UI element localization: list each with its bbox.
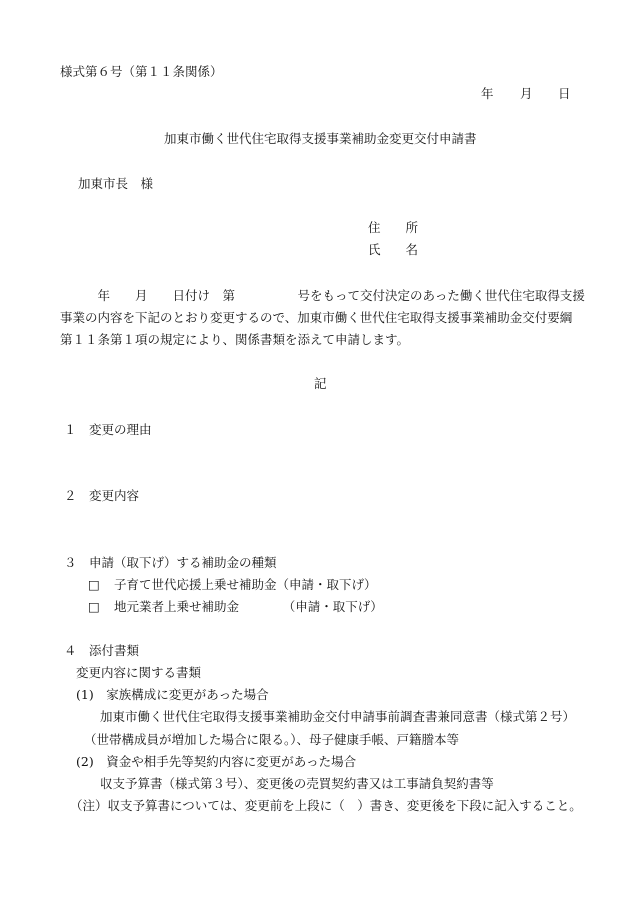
form-number: 様式第６号（第１１条関係） <box>60 64 223 79</box>
section-4-subheading: 変更内容に関する書類 <box>76 665 202 680</box>
name-label: 氏 名 <box>368 242 419 257</box>
body-text-line-3: 第１１条第１項の規定により、関係書類を添えて申請します。 <box>60 332 410 347</box>
section-3-heading: ３ 申請（取下げ）する補助金の種類 <box>64 555 277 570</box>
item-1-line-1: 加東市働く世代住宅取得支援事業補助金交付申請事前調査書兼同意書（様式第２号） <box>100 709 576 724</box>
option-label-jimoto: 地元業者上乗せ補助金 （申請・取下げ） <box>114 599 383 614</box>
address-label: 住 所 <box>368 220 419 235</box>
ki-heading: 記 <box>314 376 327 391</box>
body-text-line-2: 事業の内容を下記のとおり変更するので、加東市働く世代住宅取得支援事業補助金交付要綱 <box>60 310 573 325</box>
item-1-title: (1) 家族構成に変更があった場合 <box>76 687 269 702</box>
date-month-label: 月 <box>520 86 533 101</box>
date-year-label: 年 <box>481 86 494 101</box>
section-4-heading: ４ 添付書類 <box>64 643 140 658</box>
item-2-line-1: 収支予算書（様式第３号）、変更後の売買契約書又は工事請負契約書等 <box>100 776 494 791</box>
section-1-heading: １ 変更の理由 <box>64 422 152 437</box>
body-text-line-1: 年 月 日付け 第 号をもって交付決定のあった働く世代住宅取得支援 <box>60 288 585 303</box>
checkbox-icon[interactable]: □ <box>88 599 100 614</box>
note: （注）収支予算書については、変更前を上段に（ ）書き、変更後を下段に記入すること。 <box>70 798 582 813</box>
item-2-title: (2) 資金や相手先等契約内容に変更があった場合 <box>76 754 357 769</box>
addressee: 加東市長 様 <box>78 176 154 191</box>
section-2-heading: ２ 変更内容 <box>64 488 140 503</box>
document-title: 加東市働く世代住宅取得支援事業補助金変更交付申請書 <box>164 131 477 146</box>
item-1-line-2: （世帯構成員が増加した場合に限る。）、母子健康手帳、戸籍謄本等 <box>84 732 460 747</box>
checkbox-icon[interactable]: □ <box>88 577 100 592</box>
option-label-kosodate: 子育て世代応援上乗せ補助金（申請・取下げ） <box>114 577 377 592</box>
date-day-label: 日 <box>558 86 571 101</box>
